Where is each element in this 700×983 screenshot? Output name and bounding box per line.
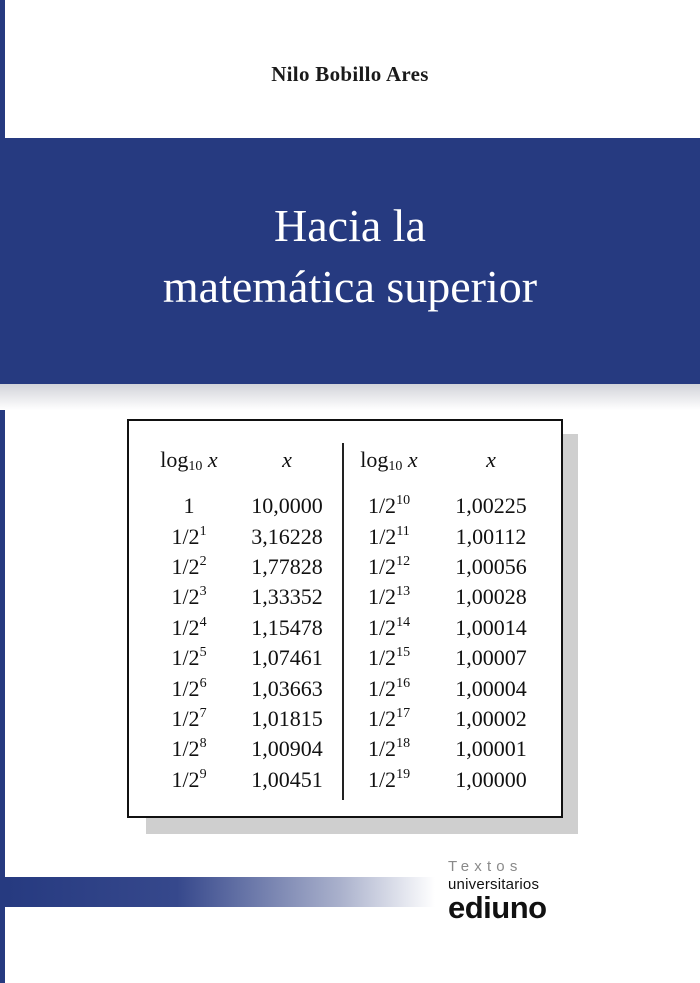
cell-log-left: $1/2^5$: [171, 645, 207, 671]
cell-x-left: 1,00451: [251, 766, 323, 792]
table-row: [143, 765, 543, 795]
table-row: [143, 643, 543, 673]
header-x-left: x: [282, 447, 292, 472]
table-header-row: [143, 443, 543, 477]
cell-x-left: 1,33352: [251, 584, 323, 610]
title-line-1: Hacia la: [274, 200, 426, 251]
cell-log-left: $1/2^6$: [171, 675, 207, 701]
book-title: [0, 195, 700, 317]
cell-log-right: $1/2^{12}$: [367, 553, 411, 579]
cell-x-right: 1,00028: [455, 584, 527, 610]
cell-x-left: 1,00904: [251, 736, 323, 762]
publisher-name: ediuno: [448, 890, 547, 925]
cell-log-right: $1/2^{14}$: [367, 614, 411, 640]
cell-x-right: 1,00007: [455, 645, 527, 671]
cell-log-right: $1/2^{13}$: [367, 584, 411, 610]
cell-log-right: $1/2^{11}$: [368, 523, 410, 549]
header-log-right: $\log_{10} x$: [360, 447, 418, 474]
cell-log-right: $1/2^{15}$: [367, 645, 411, 671]
cell-log-left: $1/2^2$: [171, 553, 207, 579]
cell-log-left: $1/2^7$: [171, 705, 207, 731]
cell-x-left: 10,0000: [251, 493, 323, 519]
title-band-shadow: [0, 384, 700, 410]
table-row: [143, 521, 543, 551]
cell-x-left: 1,01815: [251, 705, 323, 731]
cell-x-left: 1,77828: [251, 553, 323, 579]
author-name: Nilo Bobillo Ares: [271, 62, 429, 86]
table-row: [143, 491, 543, 521]
cell-log-right: $1/2^{16}$: [367, 675, 411, 701]
cell-log-left: $1/2^1$: [171, 523, 207, 549]
table-body: [143, 477, 543, 795]
cell-log-left: $1/2^8$: [171, 736, 207, 762]
cell-x-right: 1,00225: [455, 493, 527, 519]
cell-log-left: $1/2^4$: [171, 614, 207, 640]
cell-x-right: 1,00004: [455, 675, 527, 701]
cell-log-left: $1/2^9$: [171, 766, 207, 792]
table-row: [143, 673, 543, 703]
logarithm-table-box: [127, 419, 563, 818]
publisher-series: Textos: [448, 858, 523, 875]
bottom-gradient-bar: [5, 877, 435, 907]
cell-log-right: $1/2^{18}$: [367, 736, 411, 762]
logarithm-table: [143, 443, 543, 795]
cell-x-right: 1,00001: [455, 736, 527, 762]
cell-x-right: 1,00112: [455, 523, 527, 549]
publisher-subtitle: universitarios: [448, 876, 540, 893]
cell-x-right: 1,00014: [455, 614, 527, 640]
cell-x-left: 1,07461: [251, 645, 323, 671]
cell-x-left: 1,15478: [251, 614, 323, 640]
cell-x-left: 1,03663: [251, 675, 323, 701]
cell-log-left: 1: [183, 493, 195, 519]
cell-log-right: $1/2^{10}$: [367, 493, 411, 519]
header-log-left: $\log_{10} x$: [160, 447, 218, 474]
table-row: [143, 704, 543, 734]
cell-log-right: $1/2^{17}$: [367, 705, 411, 731]
cell-x-right: 1,00002: [455, 705, 527, 731]
cell-log-right: $1/2^{19}$: [367, 766, 411, 792]
cell-log-left: $1/2^3$: [171, 584, 207, 610]
cell-x-left: 3,16228: [251, 523, 323, 549]
header-x-right: x: [486, 447, 496, 472]
cell-x-right: 1,00000: [455, 766, 527, 792]
title-line-2: matemática superior: [162, 261, 538, 312]
cell-x-right: 1,00056: [455, 553, 527, 579]
table-row: [143, 582, 543, 612]
table-row: [143, 552, 543, 582]
table-row: [143, 734, 543, 764]
table-row: [143, 613, 543, 643]
publisher-logo: [448, 858, 558, 923]
